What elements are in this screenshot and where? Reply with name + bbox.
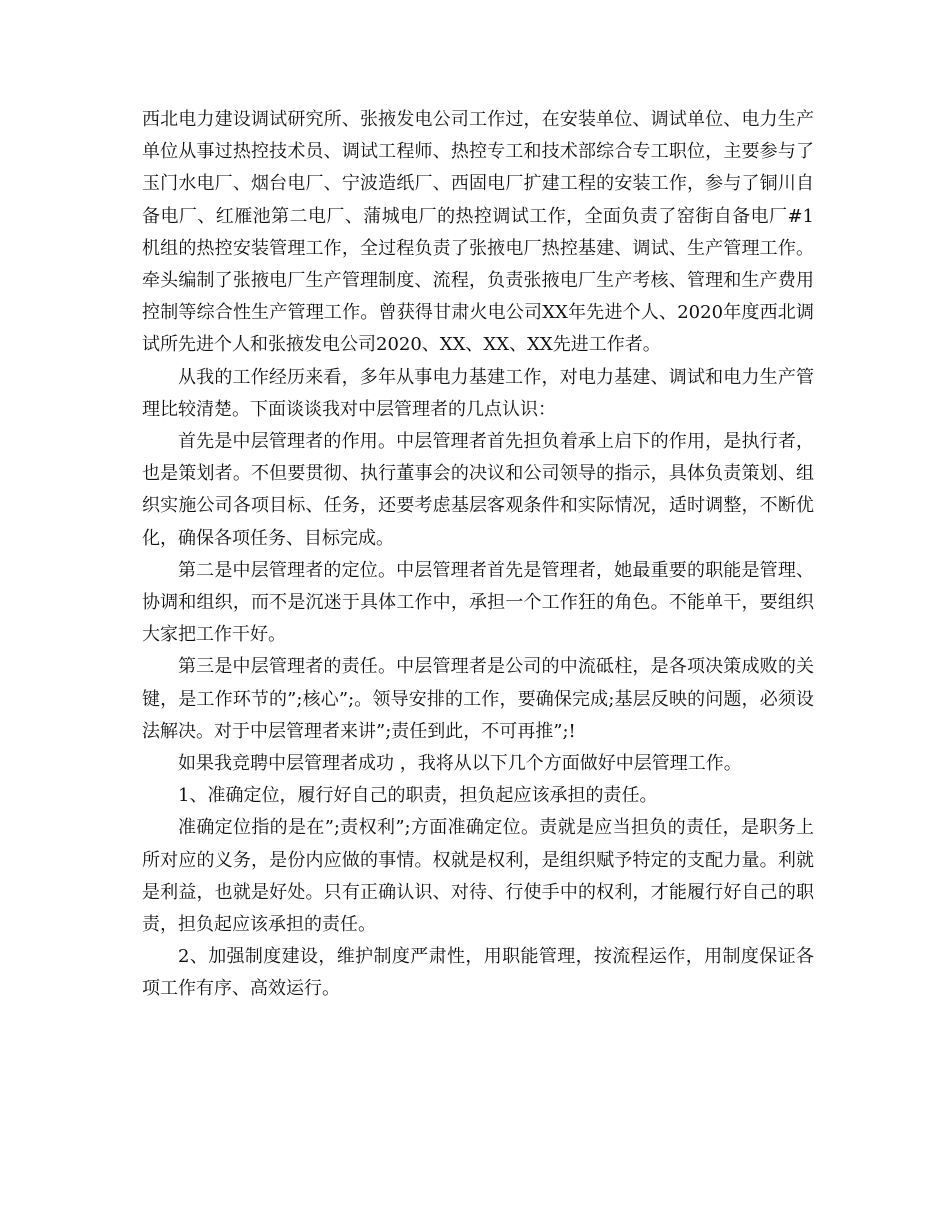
paragraph-experience-summary: 从我的工作经历来看，多年从事电力基建工作，对电力基建、调试和电力生产管理比较清楚。下面谈谈我对中层管理者的几点认识：	[142, 366, 814, 420]
paragraph-positioning: 第二是中层管理者的定位。中层管理者首先是管理者，她最重要的职能是管理、协调和组织，而不是沉迷于具体工作中，承担一个工作狂的角色。不能单干，要组织大家把工作干好。	[142, 559, 814, 646]
paragraph-point-2-heading: 2、加强制度建设，维护制度严肃性，用职能管理，按流程运作，用制度保证各项工作有序、高效运行。	[142, 946, 814, 1000]
paragraph-point-1-heading: 1、准确定位，履行好自己的职责，担负起应该承担的责任。	[178, 785, 658, 807]
paragraph-work-history: 西北电力建设调试研究所、张掖发电公司工作过，在安装单位、调试单位、电力生产单位从事过热控技术员、调试工程师、热控专工和技术部综合专工职位，主要参与了玉门水电厂、烟台电厂、宁波造纸厂、西固电厂扩建工程的安装工作，参与了铜川自备电厂、红雁池第二电厂、蒲城电厂的热控调试工作，全面负责了窑街自备电厂#1机组的热控安装管理工作，全过程负责了张掖电厂热控基建、调试、生产管理工作。牵头编制了张掖电厂生产管理制度、流程，负责张掖电厂生产考核、管理和生产费用控制等综合性生产管理工作。曾获得甘肃火电公司XX年先进个人、2020年度西北调试所先进个人和张掖发电公司2020、XX、XX、XX先进工作者。	[142, 109, 814, 356]
paragraph-point-1-body: 准确定位指的是在”;责权利”;方面准确定位。责就是应当担负的责任，是职务上所对应的义务，是份内应做的事情。权就是权利，是组织赋予特定的支配力量。利就是利益，也就是好处。只有正确认识、对待、行使手中的权利，才能履行好自己的职责，担负起应该承担的责任。	[142, 817, 814, 936]
paragraph-plan-intro: 如果我竞聘中层管理者成功 ，我将从以下几个方面做好中层管理工作。	[178, 753, 742, 775]
paragraph-role-of-manager: 首先是中层管理者的作用。中层管理者首先担负着承上启下的作用，是执行者，也是策划者。不但要贯彻、执行董事会的决议和公司领导的指示，具体负责策划、组织实施公司各项目标、任务，还要考虑基层客观条件和实际情况，适时调整，不断优化，确保各项任务、目标完成。	[142, 431, 814, 549]
paragraph-responsibility: 第三是中层管理者的责任。中层管理者是公司的中流砥柱，是各项决策成败的关键，是工作环节的”;核心”;。领导安排的工作，要确保完成;基层反映的问题，必须设法解决。对于中层管理者来讲”;责任到此，不可再推”;!	[142, 656, 814, 742]
